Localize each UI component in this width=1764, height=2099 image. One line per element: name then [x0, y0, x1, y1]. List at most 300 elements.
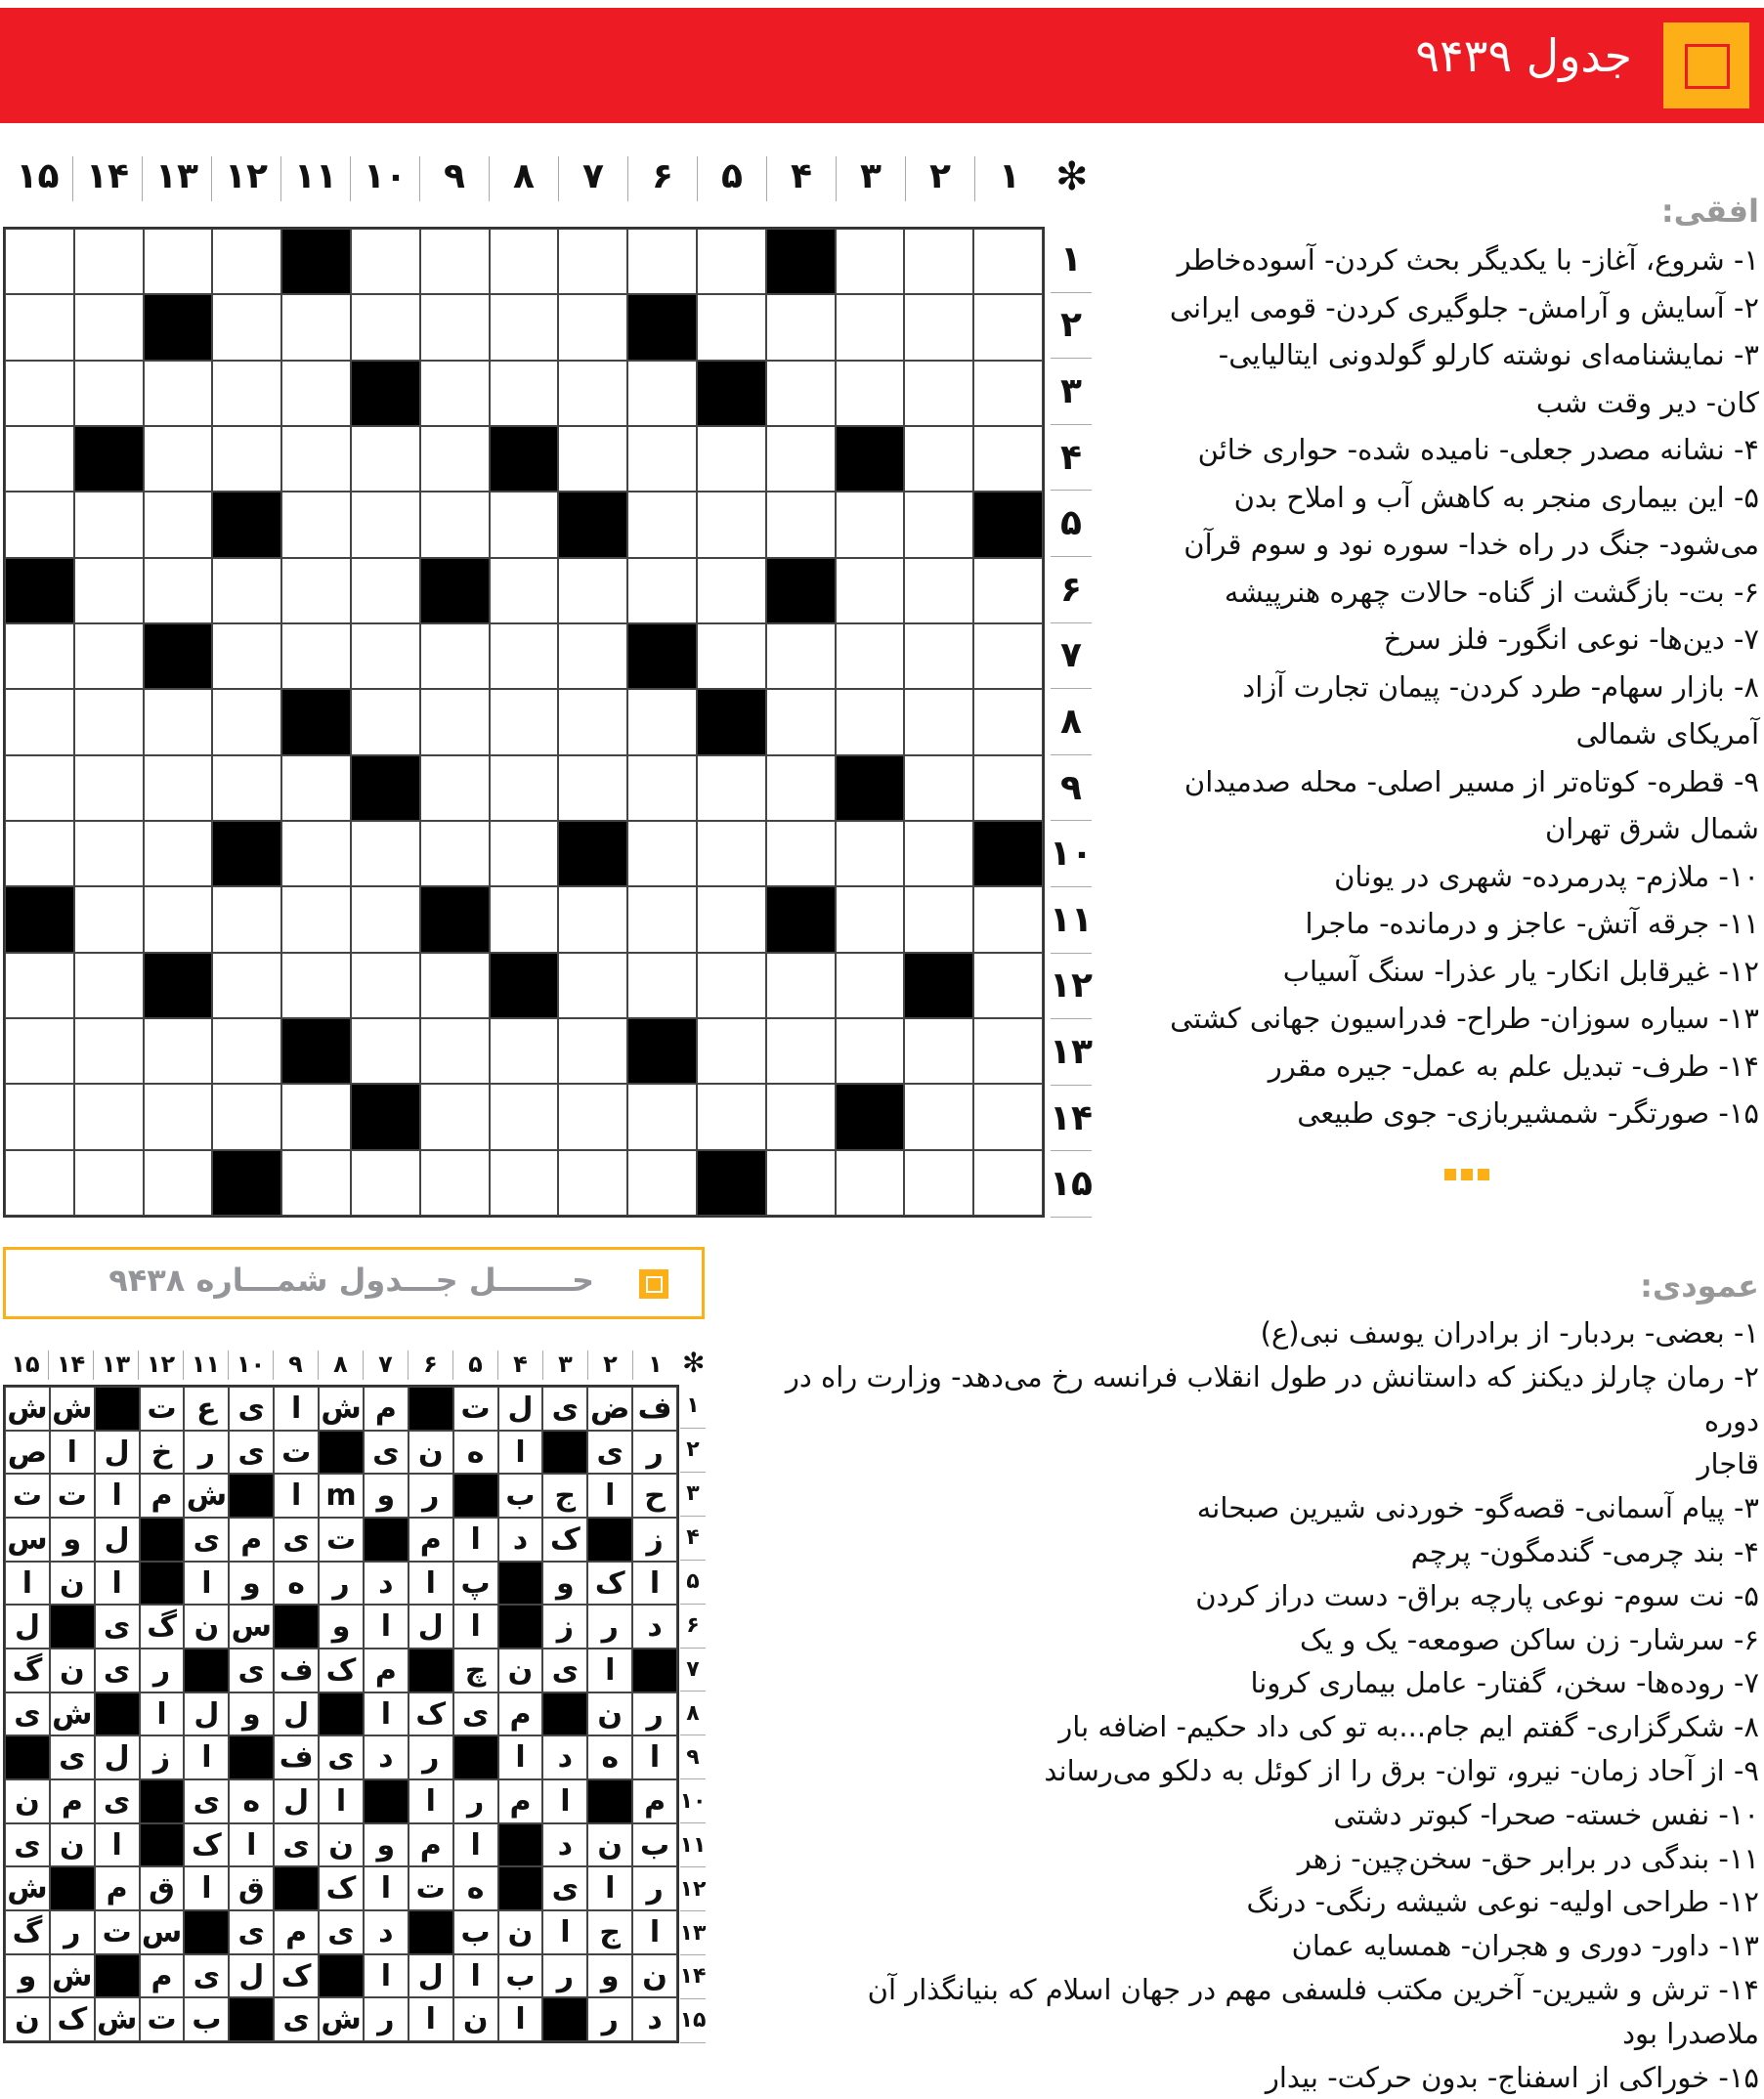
grid-cell[interactable]	[558, 294, 627, 360]
solution-letter: ل	[274, 1692, 319, 1736]
grid-cell[interactable]	[420, 1150, 490, 1216]
solution-row	[5, 1605, 677, 1649]
grid-cell[interactable]	[74, 623, 144, 689]
solution-letter: ل	[409, 1605, 453, 1649]
solution-letter: ی	[50, 1735, 95, 1779]
grid-column-number: ۱۲	[211, 156, 280, 201]
grid-cell[interactable]	[627, 821, 697, 886]
grid-cell[interactable]	[5, 623, 74, 689]
grid-cell[interactable]	[490, 1150, 559, 1216]
grid-cell[interactable]	[281, 1084, 351, 1149]
grid-cell[interactable]	[281, 558, 351, 623]
grid-cell[interactable]	[973, 953, 1043, 1018]
grid-cell[interactable]	[351, 229, 420, 294]
grid-cell[interactable]	[420, 1018, 490, 1084]
grid-cell[interactable]	[973, 1150, 1043, 1216]
grid-cell[interactable]	[351, 953, 420, 1018]
grid-cell[interactable]	[144, 755, 213, 821]
grid-cell[interactable]	[836, 492, 905, 557]
black-cell	[973, 821, 1043, 886]
grid-cell[interactable]	[973, 689, 1043, 754]
solution-letter: ی	[184, 1954, 229, 1998]
solution-letter: ی	[229, 1431, 274, 1475]
grid-cell[interactable]	[558, 886, 627, 952]
solution-column-number: ۶	[408, 1350, 452, 1380]
grid-cell[interactable]	[144, 1084, 213, 1149]
grid-cell[interactable]	[420, 689, 490, 754]
black-cell: #	[95, 1387, 140, 1431]
grid-cell[interactable]	[351, 1150, 420, 1216]
grid-cell[interactable]	[144, 689, 213, 754]
black-cell	[351, 755, 420, 821]
solution-letter: ا	[632, 1910, 677, 1954]
grid-cell[interactable]	[144, 492, 213, 557]
grid-cell[interactable]	[212, 1018, 281, 1084]
grid-cell[interactable]	[281, 492, 351, 557]
grid-cell[interactable]	[490, 623, 559, 689]
solution-letter: ر	[587, 1605, 632, 1649]
grid-cell[interactable]	[74, 1018, 144, 1084]
solution-column-number: ۲	[587, 1350, 632, 1380]
grid-cell[interactable]	[766, 755, 836, 821]
grid-cell[interactable]	[697, 821, 766, 886]
solution-letter: ن	[50, 1562, 95, 1606]
black-cell: #	[50, 1605, 95, 1649]
grid-cell[interactable]	[973, 1084, 1043, 1149]
solution-letter: ا	[409, 1562, 453, 1606]
grid-row-number: ۱۲	[1051, 954, 1092, 1020]
solution-row	[5, 1954, 677, 1998]
grid-cell[interactable]	[5, 426, 74, 492]
grid-cell[interactable]	[74, 1084, 144, 1149]
grid-cell[interactable]	[420, 623, 490, 689]
grid-cell[interactable]	[697, 755, 766, 821]
grid-cell[interactable]	[5, 294, 74, 360]
grid-cell[interactable]	[697, 426, 766, 492]
grid-cell[interactable]	[766, 623, 836, 689]
grid-cell[interactable]	[420, 1084, 490, 1149]
grid-cell[interactable]	[5, 953, 74, 1018]
grid-cell[interactable]	[490, 886, 559, 952]
solution-letter: ت	[319, 1518, 364, 1562]
grid-cell[interactable]	[973, 886, 1043, 952]
solution-letter: د	[542, 1823, 587, 1867]
grid-cell[interactable]	[420, 953, 490, 1018]
grid-cell[interactable]	[5, 1150, 74, 1216]
grid-cell[interactable]	[281, 361, 351, 426]
grid-column-number: ۴	[766, 156, 836, 201]
grid-cell[interactable]	[212, 953, 281, 1018]
grid-cell[interactable]	[904, 755, 973, 821]
grid-cell[interactable]	[766, 1150, 836, 1216]
grid-cell[interactable]	[836, 689, 905, 754]
grid-cell[interactable]	[973, 755, 1043, 821]
grid-cell[interactable]	[212, 294, 281, 360]
solution-letter: ن	[587, 1692, 632, 1736]
grid-cell[interactable]	[351, 623, 420, 689]
black-cell: #	[140, 1562, 185, 1606]
grid-cell[interactable]	[351, 689, 420, 754]
grid-cell[interactable]	[627, 953, 697, 1018]
grid-cell[interactable]	[281, 755, 351, 821]
grid-cell[interactable]	[697, 294, 766, 360]
grid-cell[interactable]	[766, 1084, 836, 1149]
grid-row-number: ۵	[1051, 491, 1092, 557]
grid-cell[interactable]	[558, 689, 627, 754]
grid-cell[interactable]	[836, 229, 905, 294]
solution-letter: ض	[587, 1387, 632, 1431]
grid-cell[interactable]	[766, 361, 836, 426]
solution-letter: ن	[50, 1823, 95, 1867]
solution-row-numbers	[680, 1385, 706, 2043]
grid-cell[interactable]	[766, 821, 836, 886]
grid-cell[interactable]	[904, 229, 973, 294]
grid-cell[interactable]	[836, 1018, 905, 1084]
grid-cell[interactable]	[281, 821, 351, 886]
solution-letter: l	[274, 1474, 319, 1518]
grid-cell[interactable]	[351, 886, 420, 952]
grid-cell[interactable]	[5, 492, 74, 557]
black-cell: #	[498, 1823, 543, 1867]
grid-cell[interactable]	[973, 558, 1043, 623]
grid-cell[interactable]	[627, 229, 697, 294]
horizontal-clue-line: ۱۵- صورتگر- شمشیربازی- جوی طبیعی	[1297, 1096, 1759, 1130]
grid-cell[interactable]	[904, 361, 973, 426]
black-cell: #	[587, 1518, 632, 1562]
black-cell	[490, 426, 559, 492]
grid-cell[interactable]	[558, 426, 627, 492]
grid-cell[interactable]	[5, 361, 74, 426]
solution-column-number: ۱۱	[183, 1350, 228, 1380]
black-cell	[490, 953, 559, 1018]
grid-cell[interactable]	[836, 558, 905, 623]
grid-cell[interactable]	[558, 1018, 627, 1084]
solution-row-number: ۱۱	[680, 1823, 706, 1867]
grid-cell[interactable]	[490, 558, 559, 623]
grid-cell[interactable]	[973, 294, 1043, 360]
grid-cell[interactable]	[627, 426, 697, 492]
grid-cell[interactable]	[351, 821, 420, 886]
grid-cell[interactable]	[836, 623, 905, 689]
grid-cell[interactable]	[212, 1084, 281, 1149]
grid-cell[interactable]	[697, 1084, 766, 1149]
grid-cell[interactable]	[973, 426, 1043, 492]
grid-cell[interactable]	[5, 821, 74, 886]
grid-cell[interactable]	[766, 1018, 836, 1084]
grid-cell[interactable]	[627, 1084, 697, 1149]
grid-cell[interactable]	[697, 1018, 766, 1084]
grid-cell[interactable]	[904, 689, 973, 754]
grid-cell[interactable]	[74, 361, 144, 426]
solution-row	[5, 1649, 677, 1692]
grid-cell[interactable]	[420, 426, 490, 492]
grid-cell[interactable]	[558, 755, 627, 821]
grid-cell[interactable]	[904, 1150, 973, 1216]
grid-cell[interactable]	[212, 755, 281, 821]
grid-column-number: ۵	[697, 156, 766, 201]
grid-cell[interactable]	[836, 821, 905, 886]
grid-cell[interactable]	[212, 689, 281, 754]
black-cell	[697, 361, 766, 426]
grid-cell[interactable]	[144, 1018, 213, 1084]
grid-cell[interactable]	[420, 492, 490, 557]
grid-cell[interactable]	[697, 623, 766, 689]
grid-cell[interactable]	[558, 361, 627, 426]
grid-cell[interactable]	[558, 1084, 627, 1149]
grid-cell[interactable]	[627, 1150, 697, 1216]
grid-cell[interactable]	[74, 229, 144, 294]
solution-letter: ی	[542, 1649, 587, 1692]
grid-cell[interactable]	[904, 492, 973, 557]
grid-cell[interactable]	[904, 623, 973, 689]
solution-letter: م	[364, 1387, 409, 1431]
solution-letter: ا	[632, 1562, 677, 1606]
grid-cell[interactable]	[212, 886, 281, 952]
solution-letter: ا	[274, 1387, 319, 1431]
solution-grid	[3, 1385, 679, 2043]
grid-cell[interactable]	[558, 558, 627, 623]
grid-cell[interactable]	[351, 558, 420, 623]
horizontal-clue-line: ۵- این بیماری منجر به کاهش آب و املاح بدن	[1233, 480, 1759, 514]
solution-letter: ا	[453, 1823, 498, 1867]
solution-letter: ش	[95, 1997, 140, 2041]
grid-cell[interactable]	[904, 821, 973, 886]
grid-cell[interactable]	[697, 953, 766, 1018]
grid-cell[interactable]	[144, 886, 213, 952]
grid-cell[interactable]	[766, 492, 836, 557]
grid-cell[interactable]	[490, 294, 559, 360]
grid-cell[interactable]	[490, 755, 559, 821]
solution-letter: ی	[5, 1692, 50, 1736]
grid-cell[interactable]	[766, 294, 836, 360]
black-cell: #	[319, 1954, 364, 1998]
vertical-clue-line: ۹- از آحاد زمان- نیرو، توان- برق را از کوئل به دلکو می‌رساند	[1044, 1753, 1759, 1787]
grid-cell[interactable]	[697, 886, 766, 952]
grid-cell[interactable]	[697, 492, 766, 557]
grid-cell[interactable]	[420, 229, 490, 294]
solution-letter: ا	[50, 1431, 95, 1475]
solution-letter: ک	[542, 1518, 587, 1562]
grid-cell[interactable]	[281, 953, 351, 1018]
grid-cell[interactable]	[627, 755, 697, 821]
solution-letter: ب	[453, 1910, 498, 1954]
solution-letter: ل	[498, 1387, 543, 1431]
grid-cell[interactable]	[74, 1150, 144, 1216]
grid-column-number: ۹	[419, 156, 489, 201]
grid-cell[interactable]	[74, 821, 144, 886]
vertical-clue-line: ۵- نت سوم- نوعی پارچه براق- دست دراز کردن	[1195, 1578, 1759, 1612]
solution-row-number: ۱۰	[680, 1779, 706, 1823]
grid-row-number: ۱۳	[1051, 1019, 1092, 1086]
grid-cell[interactable]	[697, 229, 766, 294]
solution-letter: گ	[140, 1605, 185, 1649]
grid-cell[interactable]	[766, 953, 836, 1018]
grid-cell[interactable]	[627, 558, 697, 623]
grid-cell[interactable]	[212, 426, 281, 492]
solution-letter: ر	[632, 1692, 677, 1736]
horizontal-clue-line: ۶- بت- بازگشت از گناه- حالات چهره هنرپیشه	[1224, 575, 1759, 609]
solution-letter: ر	[184, 1431, 229, 1475]
solution-letter: ک	[587, 1562, 632, 1606]
grid-cell[interactable]	[74, 953, 144, 1018]
vertical-clue-line: ۲- رمان چارلز دیکنز که داستانش در طول انقلاب فرانسه رخ می‌دهد- وزارت راه در دوره	[785, 1359, 1759, 1437]
solution-letter: م	[409, 1823, 453, 1867]
solution-letter: خ	[140, 1431, 185, 1475]
grid-cell[interactable]	[904, 558, 973, 623]
grid-cell[interactable]	[281, 426, 351, 492]
grid-cell[interactable]	[490, 1018, 559, 1084]
solution-letter: ل	[95, 1431, 140, 1475]
grid-cell[interactable]	[144, 821, 213, 886]
solution-letter: ن	[5, 1779, 50, 1823]
solution-letter: ت	[274, 1431, 319, 1475]
grid-cell[interactable]	[420, 361, 490, 426]
grid-cell[interactable]	[5, 1018, 74, 1084]
solution-letter: م	[50, 1779, 95, 1823]
grid-cell[interactable]	[490, 229, 559, 294]
grid-cell[interactable]	[904, 426, 973, 492]
grid-cell[interactable]	[766, 426, 836, 492]
grid-column-number: ۲	[905, 156, 974, 201]
solution-letter: ا	[453, 1605, 498, 1649]
solution-letter: ن	[498, 1649, 543, 1692]
grid-cell[interactable]	[973, 229, 1043, 294]
solution-letter: د	[542, 1735, 587, 1779]
grid-cell[interactable]	[627, 886, 697, 952]
grid-cell[interactable]	[144, 558, 213, 623]
grid-cell[interactable]	[627, 492, 697, 557]
grid-cell[interactable]	[74, 294, 144, 360]
grid-cell[interactable]	[281, 623, 351, 689]
grid-cell[interactable]	[836, 953, 905, 1018]
solution-letter: ل	[409, 1954, 453, 1998]
grid-cell[interactable]	[558, 953, 627, 1018]
grid-cell[interactable]	[558, 1150, 627, 1216]
solution-letter: ر	[453, 1779, 498, 1823]
grid-cell[interactable]	[904, 1018, 973, 1084]
grid-cell[interactable]	[74, 886, 144, 952]
black-cell: #	[587, 1779, 632, 1823]
grid-cell[interactable]	[144, 1150, 213, 1216]
solution-letter: ا	[542, 1779, 587, 1823]
black-cell	[281, 689, 351, 754]
grid-cell[interactable]	[420, 821, 490, 886]
black-cell	[281, 1018, 351, 1084]
solution-letter: ا	[587, 1474, 632, 1518]
black-cell: #	[542, 1692, 587, 1736]
grid-cell[interactable]	[351, 1018, 420, 1084]
solution-letter: ل	[274, 1779, 319, 1823]
grid-cell[interactable]	[490, 361, 559, 426]
grid-cell[interactable]	[836, 1150, 905, 1216]
grid-cell[interactable]	[281, 294, 351, 360]
black-cell: #	[409, 1387, 453, 1431]
grid-cell[interactable]	[558, 229, 627, 294]
grid-cell[interactable]	[281, 1150, 351, 1216]
grid-cell[interactable]	[212, 623, 281, 689]
black-cell	[627, 1018, 697, 1084]
solution-letter: س	[140, 1910, 185, 1954]
grid-cell[interactable]	[973, 1018, 1043, 1084]
grid-row-number: ۴	[1051, 425, 1092, 492]
grid-cell[interactable]	[904, 294, 973, 360]
solution-letter: د	[364, 1562, 409, 1606]
solution-column-number: ۱	[632, 1350, 677, 1380]
grid-cell[interactable]	[144, 426, 213, 492]
grid-cell[interactable]	[904, 1084, 973, 1149]
grid-cell[interactable]	[558, 623, 627, 689]
grid-cell[interactable]	[74, 558, 144, 623]
grid-cell[interactable]	[490, 492, 559, 557]
solution-letter: ش	[50, 1387, 95, 1431]
grid-cell[interactable]	[351, 294, 420, 360]
horizontal-clue-line: ۱۳- سیاره سوزان- طراح- فدراسیون جهانی کشتی	[1170, 1002, 1759, 1035]
solution-letter: ز	[140, 1735, 185, 1779]
grid-cell[interactable]	[766, 689, 836, 754]
grid-cell[interactable]	[5, 1084, 74, 1149]
grid-cell[interactable]	[904, 886, 973, 952]
grid-cell[interactable]	[420, 294, 490, 360]
solution-row-number: ۲	[680, 1429, 706, 1473]
solution-row	[5, 1910, 677, 1954]
grid-cell[interactable]	[697, 558, 766, 623]
grid-cell[interactable]	[351, 492, 420, 557]
grid-cell[interactable]	[74, 689, 144, 754]
grid-cell[interactable]	[836, 361, 905, 426]
grid-cell[interactable]	[351, 426, 420, 492]
grid-cell[interactable]	[5, 689, 74, 754]
vertical-clue-line: ۸- شکرگزاری- گفتم ایم جام...به تو کی داد حکیم- اضافه بار	[1058, 1710, 1759, 1744]
grid-row-number: ۳	[1051, 359, 1092, 425]
grid-cell[interactable]	[490, 821, 559, 886]
grid-cell[interactable]	[627, 689, 697, 754]
grid-cell[interactable]	[490, 689, 559, 754]
vertical-clue-line: ۱۵- خوراکی از اسفناج- بدون حرکت- بیدار	[1265, 2060, 1759, 2094]
grid-cell[interactable]	[490, 1084, 559, 1149]
grid-cell[interactable]	[74, 755, 144, 821]
grid-cell[interactable]	[973, 361, 1043, 426]
grid-cell[interactable]	[5, 229, 74, 294]
grid-cell[interactable]	[74, 492, 144, 557]
grid-column-number: ۷	[558, 156, 627, 201]
grid-cell[interactable]	[212, 361, 281, 426]
solution-letter: م	[364, 1649, 409, 1692]
grid-cell[interactable]	[144, 229, 213, 294]
grid-cell[interactable]	[627, 361, 697, 426]
black-cell	[212, 821, 281, 886]
solution-letter: ر	[632, 1431, 677, 1475]
grid-cell[interactable]	[973, 623, 1043, 689]
solution-letter: د	[632, 1997, 677, 2041]
grid-cell[interactable]	[212, 229, 281, 294]
separator-dots	[1444, 1169, 1489, 1180]
grid-cell[interactable]	[212, 558, 281, 623]
vertical-clue-line: ۱۴- ترش و شیرین- آخرین مکتب فلسفی مهم در جهان اسلام که بنیانگذار آن ملاصدرا بود	[867, 1972, 1759, 2050]
black-cell	[973, 492, 1043, 557]
grid-cell[interactable]	[420, 755, 490, 821]
solution-row	[5, 1735, 677, 1779]
solution-letter: م	[274, 1910, 319, 1954]
solution-title: حـــــــل جـــدول شمـــاره ۹۴۳۸	[108, 1262, 594, 1299]
grid-cell[interactable]	[836, 886, 905, 952]
black-cell	[627, 294, 697, 360]
solution-letter: ا	[498, 1735, 543, 1779]
grid-cell[interactable]	[144, 361, 213, 426]
grid-cell[interactable]	[281, 886, 351, 952]
grid-cell[interactable]	[836, 294, 905, 360]
black-cell: #	[274, 1866, 319, 1910]
grid-cell[interactable]	[5, 755, 74, 821]
